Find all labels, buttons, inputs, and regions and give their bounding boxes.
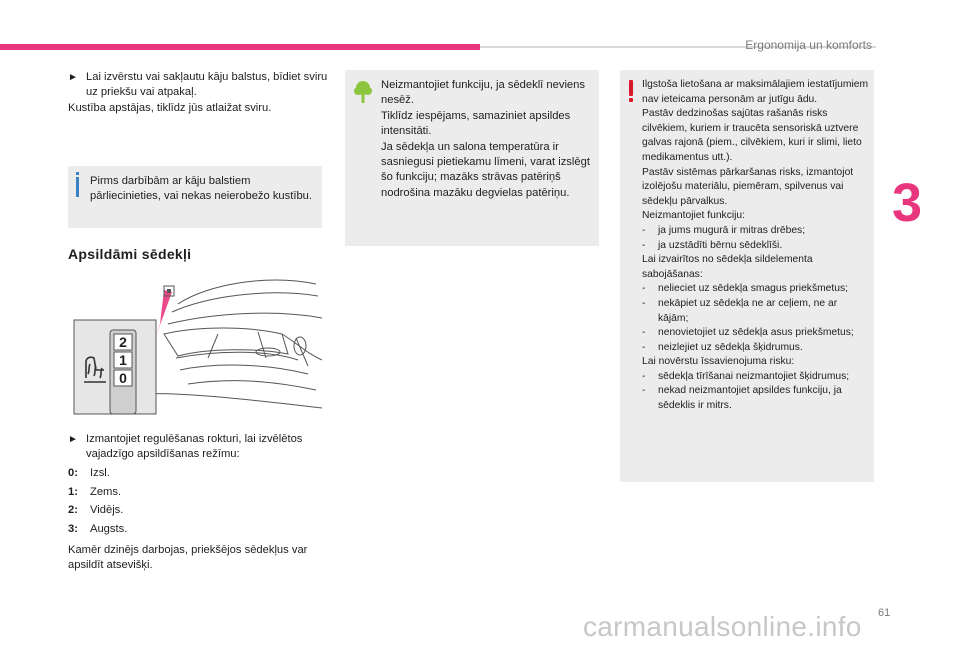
list-item: 2: Vidējs. xyxy=(68,504,124,516)
watermark: carmanualsonline.info xyxy=(583,611,862,642)
list-item: - nekāpiet uz sēdekļa ne ar ceļiem, ne ar kājām; xyxy=(642,297,838,324)
list-item: - nenovietojiet uz sēdekļa asus priekšmetus; xyxy=(642,327,854,339)
warning-paragraph: Lai izvairītos no sēdekļa sildelementa sabojāšanas: xyxy=(642,254,813,280)
eco-tip-box xyxy=(345,70,599,246)
instruction-text: Lai izvērstu vai sakļautu kāju balstus, bīdiet sviru uz priekšu vai atpakaļ. xyxy=(86,71,328,99)
list-item: 3: Augsts. xyxy=(68,522,128,535)
heated-seat-illustration xyxy=(68,274,322,416)
warning-paragraph: Pastāv dedzinošas sajūtas rašanās risks cilvēkiem, kuriem ir traucēta sensoriskā uztvere galvas rajonā (piem., cilvēkiem, kuri ir slimi, lieto medikamentus utt.). xyxy=(642,108,862,163)
header-accent-bar xyxy=(0,44,480,50)
chapter-number: 3 xyxy=(892,173,923,233)
list-item: 0: Izsl. xyxy=(68,467,110,479)
list-item: - ja jums mugurā ir mitras drēbes; xyxy=(642,224,806,236)
list-item: 1: Zems. xyxy=(68,485,122,498)
info-text: Pirms darbībām ar kāju balstiem pārliecinieties, vai nekas neierobežo kustību. xyxy=(90,175,313,203)
info-box xyxy=(68,166,322,228)
heating-mode-list xyxy=(68,466,308,540)
list-item: - nekad neizmantojiet apsildes funkciju, ja sēdeklis ir mitrs. xyxy=(642,385,842,412)
dial-label-2: 2 xyxy=(119,334,127,350)
seat-drawing xyxy=(68,274,322,416)
warning-paragraph: Lai novērstu īssavienojuma risku: xyxy=(642,356,795,368)
info-icon xyxy=(76,172,79,198)
page-number: 61 xyxy=(878,607,891,619)
warning-paragraph: Neizmantojiet funkciju: xyxy=(642,210,746,222)
header-title: Ergonomija un komforts xyxy=(745,38,872,52)
list-item: - nelieciet uz sēdekļa smagus priekšmetus; xyxy=(642,283,849,295)
paragraph-engine-running: Kamēr dzinējs darbojas, priekšējos sēdekļus var apsildīt atsevišķi. xyxy=(68,544,308,572)
list-item: - neizlejiet uz sēdekļa šķidrumus. xyxy=(642,341,803,353)
pointer-arrow-icon: ► xyxy=(68,434,78,445)
instruction-text: Izmantojiet regulēšanas rokturi, lai izvēlētos vajadzīgo apsildīšanas režīmu: xyxy=(86,433,303,461)
warning-text xyxy=(642,78,870,414)
list-item: - sēdekļa tīrīšanai neizmantojiet šķidrumus; xyxy=(642,370,850,382)
warning-paragraph: Ilgstoša lietošana ar maksimālajiem iestatījumiem nav ieteicama personām ar jutīgu ādu. xyxy=(642,79,869,105)
dial-label-1: 1 xyxy=(119,352,127,368)
eco-tree-icon xyxy=(353,80,373,109)
instruction-fold-footrest xyxy=(68,70,328,101)
warning-box xyxy=(620,70,874,482)
instruction-select-mode xyxy=(68,432,328,463)
eco-text: Neizmantojiet funkciju, ja sēdeklī neviens nesēž. Tiklīdz iespējams, samaziniet apsildes intensitāti. Ja sēdekļa un salona temperatūra ir sasniegusi pietiekamu līmeni, varat izslēgt šo funkciju; mazāks strāvas patēriņš nodrošina mazāku degvielas patēriņu. xyxy=(381,79,590,199)
paragraph-release: Kustība apstājas, tiklīdz jūs atlaižat sviru. xyxy=(68,102,272,114)
list-item: - ja uzstādīti bērnu sēdeklīši. xyxy=(642,239,783,251)
section-title: Apsildāmi sēdekļi xyxy=(68,246,192,262)
dial-label-0: 0 xyxy=(119,370,127,386)
exclamation-icon xyxy=(629,80,633,102)
pointer-arrow-icon: ► xyxy=(68,72,78,83)
warning-paragraph: Pastāv sistēmas pārkaršanas risks, izmantojot izolējošu materiālu, piemēram, spilvenus vai sēdekļu pārvalkus. xyxy=(642,166,854,207)
